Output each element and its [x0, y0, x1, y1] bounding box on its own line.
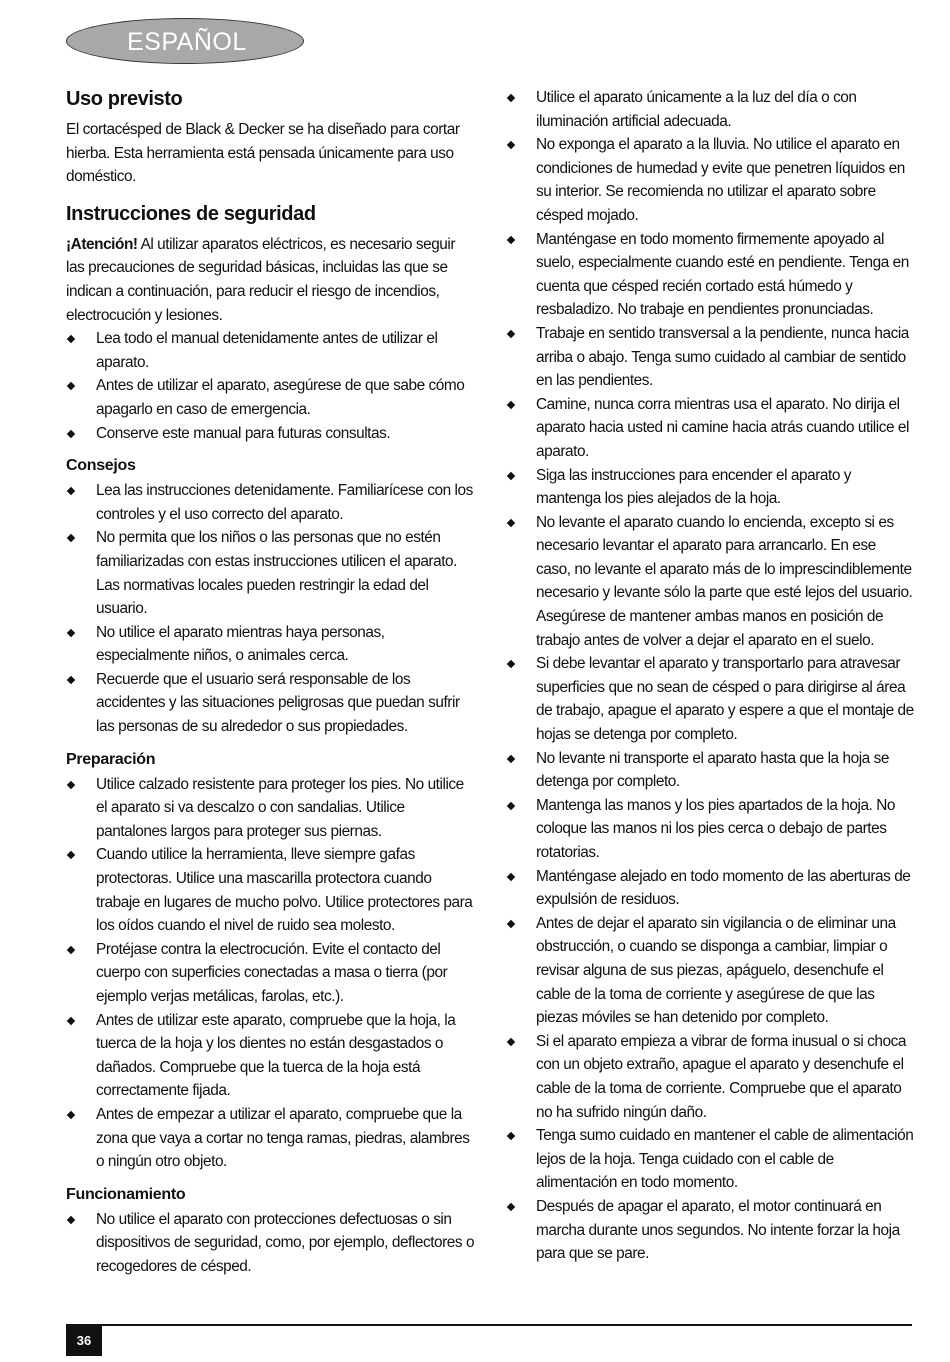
bullet-diamond-icon [67, 534, 75, 542]
list-item: Tenga sumo cuidado en mantener el cable de alimentación lejos de la hoja. Tenga cuidado con el cable de alimentación en todo momento. [506, 1124, 914, 1195]
uso-previsto-heading: Uso previsto [66, 88, 183, 110]
list-item: Utilice calzado resistente para proteger los pies. No utilice el aparato si va descalzo o con sandalias. Utilice pantalones largos para proteger sus piernas. [66, 773, 476, 844]
atencion-text: Al utilizar aparatos eléctricos, es necesario seguir las precauciones de seguridad básicas, incluidas las que se indican a continuación, para reducir el riesgo de incendios, electrocución y lesiones. [66, 235, 456, 324]
bullet-diamond-icon [67, 676, 75, 684]
bullet-diamond-icon [67, 429, 75, 437]
seguridad-list [66, 327, 476, 445]
bullet-diamond-icon [507, 94, 515, 102]
right-column [506, 86, 914, 1266]
list-item: Antes de utilizar este aparato, compruebe que la hoja, la tuerca de la hoja y los dientes no están desgastados o dañados. Compruebe que la tuerca de la hoja está correctamente fijada. [66, 1009, 476, 1103]
bullet-diamond-icon [67, 851, 75, 859]
list-item: Lea todo el manual detenidamente antes de utilizar el aparato. [66, 327, 476, 374]
bullet-diamond-icon [67, 946, 75, 954]
list-item: Recuerde que el usuario será responsable de los accidentes y las situaciones peligrosas que puedan sufrir las personas de su alrededor o sus propiedades. [66, 668, 476, 739]
bullet-diamond-icon [507, 400, 515, 408]
bullet-diamond-icon [507, 1203, 515, 1211]
atencion-paragraph [66, 233, 476, 327]
list-item: Conserve este manual para futuras consultas. [66, 422, 476, 446]
atencion-label: ¡Atención! [66, 235, 138, 253]
list-item: Mantenga las manos y los pies apartados de la hoja. No coloque las manos ni los pies cerca o debajo de partes rotatorias. [506, 794, 914, 865]
consejos-list [66, 479, 476, 739]
bullet-diamond-icon [507, 802, 515, 810]
bullet-diamond-icon [67, 1016, 75, 1024]
list-item: Utilice el aparato únicamente a la luz del día o con iluminación artificial adecuada. [506, 86, 914, 133]
list-item: Si debe levantar el aparato y transportarlo para atravesar superficies que no sean de césped o para dirigirse al área de trabajo, apague el aparato y espere a que el montaje de hojas se detenga por completo. [506, 652, 914, 746]
footer-rule [66, 1324, 912, 1326]
bullet-diamond-icon [507, 471, 515, 479]
page-number: 36 [66, 1326, 102, 1356]
list-item: Trabaje en sentido transversal a la pendiente, nunca hacia arriba o abajo. Tenga sumo cuidado al cambiar de sentido en las pendientes. [506, 322, 914, 393]
list-item: Antes de utilizar el aparato, asegúrese de que sabe cómo apagarlo en caso de emergencia. [66, 374, 476, 421]
preparacion-heading: Preparación [66, 750, 156, 768]
language-tab: ESPAÑOL [66, 18, 304, 64]
funcionamiento-heading: Funcionamiento [66, 1185, 186, 1203]
preparacion-list [66, 773, 476, 1174]
list-item: Antes de dejar el aparato sin vigilancia o de eliminar una obstrucción, o cuando se disponga a cambiar, limpiar o revisar alguna de sus piezas, apáguelo, desenchufe el cable de la toma de corriente y asegúrese de que las piezas móviles se han detenido por completo. [506, 912, 914, 1030]
bullet-diamond-icon [67, 1111, 75, 1119]
list-item: No permita que los niños o las personas que no estén familiarizadas con estas instrucciones utilicen el aparato. Las normativas locales pueden restringir la edad del usuario. [66, 526, 476, 620]
list-item: No exponga el aparato a la lluvia. No utilice el aparato en condiciones de humedad y evite que penetren líquidos en su interior. Se recomienda no utilizar el aparato sobre césped mojado. [506, 133, 914, 227]
bullet-diamond-icon [507, 660, 515, 668]
bullet-diamond-icon [507, 235, 515, 243]
list-item: Manténgase alejado en todo momento de las aberturas de expulsión de residuos. [506, 865, 914, 912]
funcionamiento-continued-list [506, 86, 914, 1266]
bullet-diamond-icon [67, 335, 75, 343]
bullet-diamond-icon [507, 872, 515, 880]
bullet-diamond-icon [67, 1216, 75, 1224]
bullet-diamond-icon [507, 1038, 515, 1046]
instrucciones-seguridad-heading: Instrucciones de seguridad [66, 202, 316, 225]
list-item: Protéjase contra la electrocución. Evite el contacto del cuerpo con superficies conectadas a masa o tierra (por ejemplo verjas metálicas, farolas, etc.). [66, 938, 476, 1009]
list-item: No utilice el aparato mientras haya personas, especialmente niños, o animales cerca. [66, 621, 476, 668]
list-item: No levante el aparato cuando lo encienda, excepto si es necesario levantar el aparato para arrancarlo. En ese caso, no levante el aparato más de lo imprescindiblemente necesario y levante sólo la parte que esté lejos del usuario. Asegúrese de mantener ambas manos en posición de trabajo antes de volver a dejar el aparato en el suelo. [506, 511, 914, 653]
list-item: No levante ni transporte el aparato hasta que la hoja se detenga por completo. [506, 747, 914, 794]
bullet-diamond-icon [67, 628, 75, 636]
bullet-diamond-icon [507, 754, 515, 762]
list-item: Camine, nunca corra mientras usa el aparato. No dirija el aparato hacia usted ni camine hacia atrás cuando utilice el aparato. [506, 393, 914, 464]
bullet-diamond-icon [67, 382, 75, 390]
bullet-diamond-icon [507, 330, 515, 338]
bullet-diamond-icon [507, 920, 515, 928]
bullet-diamond-icon [67, 780, 75, 788]
bullet-diamond-icon [507, 1132, 515, 1140]
list-item: Después de apagar el aparato, el motor continuará en marcha durante unos segundos. No intente forzar la hoja para que se pare. [506, 1195, 914, 1266]
uso-previsto-text: El cortacésped de Black & Decker se ha diseñado para cortar hierba. Esta herramienta está pensada únicamente para uso doméstico. [66, 121, 460, 186]
bullet-diamond-icon [67, 487, 75, 495]
list-item: Si el aparato empieza a vibrar de forma inusual o si choca con un objeto extraño, apague el aparato y desenchufe el cable de la toma de corriente. Compruebe que el aparato no ha sufrido ningún daño. [506, 1030, 914, 1124]
list-item: Siga las instrucciones para encender el aparato y mantenga los pies alejados de la hoja. [506, 464, 914, 511]
list-item: No utilice el aparato con protecciones defectuosas o sin dispositivos de seguridad, como, por ejemplo, deflectores o recogedores de césped. [66, 1208, 476, 1279]
funcionamiento-list [66, 1208, 476, 1279]
consejos-heading: Consejos [66, 457, 136, 475]
bullet-diamond-icon [507, 518, 515, 526]
left-column [66, 86, 476, 1279]
bullet-diamond-icon [507, 141, 515, 149]
list-item: Cuando utilice la herramienta, lleve siempre gafas protectoras. Utilice una mascarilla protectora cuando trabaje en lugares de mucho polvo. Utilice protectores para los oídos cuando el nivel de ruido sea molesto. [66, 843, 476, 937]
list-item: Lea las instrucciones detenidamente. Familiarícese con los controles y el uso correcto del aparato. [66, 479, 476, 526]
list-item: Manténgase en todo momento firmemente apoyado al suelo, especialmente cuando esté en pendiente. Tenga en cuenta que césped recién cortado está húmedo y resbaladizo. No trabaje en pendientes pronunciadas. [506, 228, 914, 322]
list-item: Antes de empezar a utilizar el aparato, compruebe que la zona que vaya a cortar no tenga ramas, piedras, alambres o ningún otro objeto. [66, 1103, 476, 1174]
